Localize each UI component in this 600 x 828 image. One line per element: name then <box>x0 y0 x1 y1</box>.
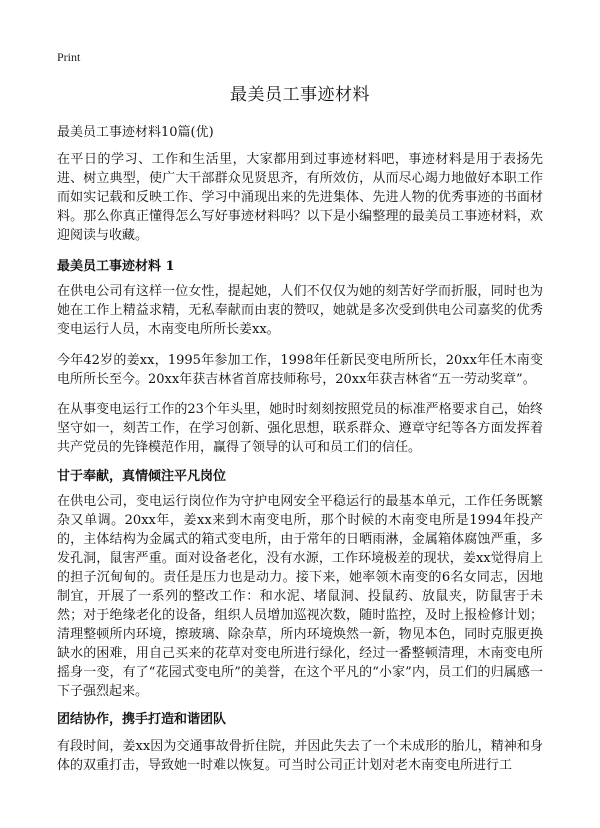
section-heading-2: 甘于奉献，真情倾注平凡岗位 <box>57 469 227 484</box>
paragraph-1: 在供电公司有这样一位女性，提起她，人们不仅仅为她的刻苦好学而折服，同时也为她在工作上精益求精，无私奉献而由衷的赞叹，她就是多次受到供电公司嘉奖的优秀变电运行人员，木南变电所所长姜xx。 <box>57 284 543 337</box>
print-link[interactable]: Print <box>57 50 81 64</box>
section-heading-1: 最美员工事迹材料 1 <box>57 259 175 274</box>
paragraph-5: 有段时间，姜xx因为交通事故骨折住院，并因此失去了一个未成形的胎儿，精神和身体的双重打击，导致她一时难以恢复。可当时公司正计划对老木南变电所进行工 <box>57 739 543 773</box>
document-subtitle: 最美员工事迹材料10篇(优) <box>57 125 214 140</box>
page-title: 最美员工事迹材料 <box>230 85 370 105</box>
paragraph-2: 今年42岁的姜xx，1995年参加工作，1998年任新民变电所所长，20xx年任木南变电所所长至今。20xx年获吉林省首席技师称号，20xx年获吉林省“五一劳动奖章”。 <box>57 353 543 387</box>
paragraph-4: 在供电公司，变电运行岗位作为守护电网安全平稳运行的最基本单元，工作任务既繁杂又单调。20xx年，姜xx来到木南变电所，那个时候的木南变电所是1994年投产的，主体结构为金属式的箱式变电所，由于常年的日晒雨淋，金属箱体腐蚀严重，多发孔洞，鼠害严重。面对设备老化，没有水源，工作环境极差的现状，姜xx觉得肩上的担子沉甸甸的。责任是压力也是动力。接下来，她率领木南变的6名女同志，因地制宜，开展了一系列的整改工作：和水泥、堵鼠洞、投鼠药、放鼠夹，防鼠害于未然；对于绝缘老化的设备，组织人员增加巡视次数，随时监控，及时上报检修计划；清理整顿所内环境，擦玻璃、除杂草，所内环境焕然一新，物见本色，同时克服更换缺水的困难，用自己买来的花草对变电所进行绿化，经过一番整顿清理，木南变电所摇身一变，有了“花园式变电所”的美誉，在这个平凡的“小家”内，员工们的归属感一下子强烈起来。 <box>57 494 543 699</box>
paragraph-3: 在从事变电运行工作的23个年头里，她时时刻刻按照党员的标准严格要求自己，始终坚守如一，刻苦工作，在学习创新、强化思想，联系群众、遵章守纪等各方面发挥着共产党员的先锋模范作用，赢得了领导的认可和员工们的信任。 <box>57 402 543 455</box>
intro-paragraph: 在平日的学习、工作和生活里，大家都用到过事迹材料吧，事迹材料是用于表扬先进、树立典型，使广大干部群众见贤思齐，有所效仿，从而尽心竭力地做好本职工作而如实记载和反映工作、学习中涌现出来的先进集体、先进人物的优秀事迹的书面材料。那么你真正懂得怎么写好事迹材料吗？以下是小编整理的最美员工事迹材料，欢迎阅读与收藏。 <box>57 152 543 243</box>
section-heading-3: 团结协作，携手打造和谐团队 <box>57 712 227 727</box>
